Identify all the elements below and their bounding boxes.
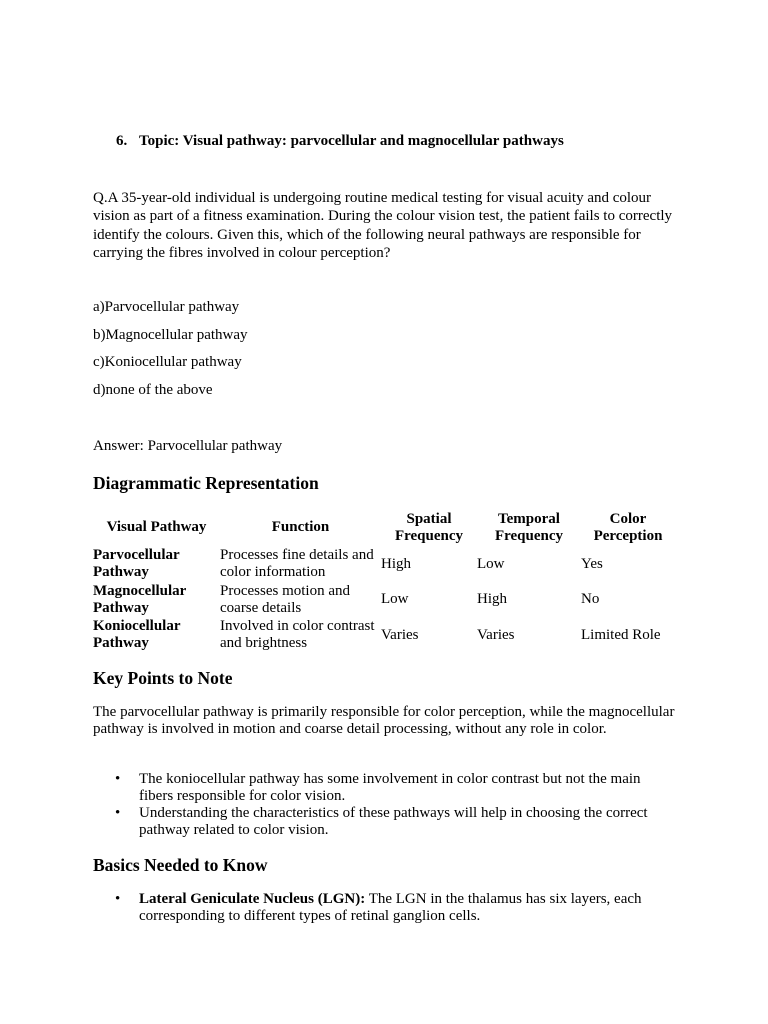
option-b: b)Magnocellular pathway	[93, 327, 248, 343]
cell-spatial: High	[381, 555, 411, 572]
cell-temporal: Low	[477, 555, 505, 572]
bullet-glyph: •	[115, 891, 121, 907]
table-row	[93, 546, 675, 582]
header-color-perception: Color Perception	[593, 510, 663, 544]
topic-number: 6.	[116, 133, 128, 149]
bullet-glyph: •	[115, 805, 121, 821]
option-d: d)none of the above	[93, 382, 213, 398]
header-visual-pathway: Visual Pathway	[106, 519, 207, 535]
table-row	[93, 582, 675, 617]
basics-heading: Basics Needed to Know	[93, 855, 268, 875]
table-header-row	[93, 509, 675, 546]
bullet-glyph: •	[115, 771, 121, 787]
cell-function: Processes motion and coarse details	[220, 582, 350, 616]
bullet-text: Understanding the characteristics of these pathways will help in choosing the correct pathway related to color vision.	[139, 805, 648, 838]
option-a: a)Parvocellular pathway	[93, 299, 240, 315]
question-text: Q.A 35-year-old individual is undergoing routine medical testing for visual acuity and colour vision as part of a fitness examination. During the colour vision test, the patient fails to correctly identify the colours. Given this, which of the following neural pathways are responsible for carrying the fibres involved in colour perception?	[93, 190, 673, 261]
cell-color: Limited Role	[581, 626, 661, 643]
header-temporal-frequency: Temporal Frequency	[494, 510, 564, 544]
topic-title: Topic: Visual pathway: parvocellular and magnocellular pathways	[139, 133, 564, 149]
cell-spatial: Low	[381, 591, 409, 607]
table-row	[93, 617, 675, 653]
list-item	[93, 771, 678, 805]
basics-list	[93, 891, 678, 925]
cell-spatial: Varies	[381, 626, 419, 643]
key-points-list	[93, 771, 678, 839]
header-spatial-frequency: Spatial Frequency	[394, 510, 464, 544]
pathway-table	[93, 509, 675, 653]
bullet-term: Lateral Geniculate Nucleus (LGN):	[139, 891, 366, 907]
bullet-text: The LGN in the thalamus has six layers, each corresponding to different types of retinal ganglion cells.	[139, 891, 642, 924]
topic-heading	[116, 133, 564, 150]
list-item	[93, 891, 678, 925]
cell-temporal: Varies	[477, 626, 515, 643]
cell-function: Involved in color contrast and brightness	[220, 618, 375, 651]
cell-pathway: Magnocellular Pathway	[93, 582, 187, 616]
option-c: c)Koniocellular pathway	[93, 354, 242, 370]
key-points-heading: Key Points to Note	[93, 668, 233, 688]
cell-color: Yes	[581, 555, 603, 572]
cell-pathway: Parvocellular Pathway	[93, 547, 180, 580]
cell-color: No	[581, 591, 600, 607]
bullet-text: The koniocellular pathway has some involvement in color contrast but not the main fibers responsible for color vision.	[139, 771, 641, 804]
header-function: Function	[271, 519, 330, 535]
key-points-paragraph: The parvocellular pathway is primarily responsible for color perception, while the magnocellular pathway is involved in motion and coarse detail processing, without any role in color.	[93, 704, 675, 737]
list-item	[93, 805, 678, 839]
answer-text: Answer: Parvocellular pathway	[93, 438, 283, 454]
cell-pathway: Koniocellular Pathway	[93, 618, 181, 651]
diagram-heading: Diagrammatic Representation	[93, 473, 319, 493]
cell-temporal: High	[477, 591, 507, 607]
cell-function: Processes fine details and color information	[220, 547, 374, 580]
